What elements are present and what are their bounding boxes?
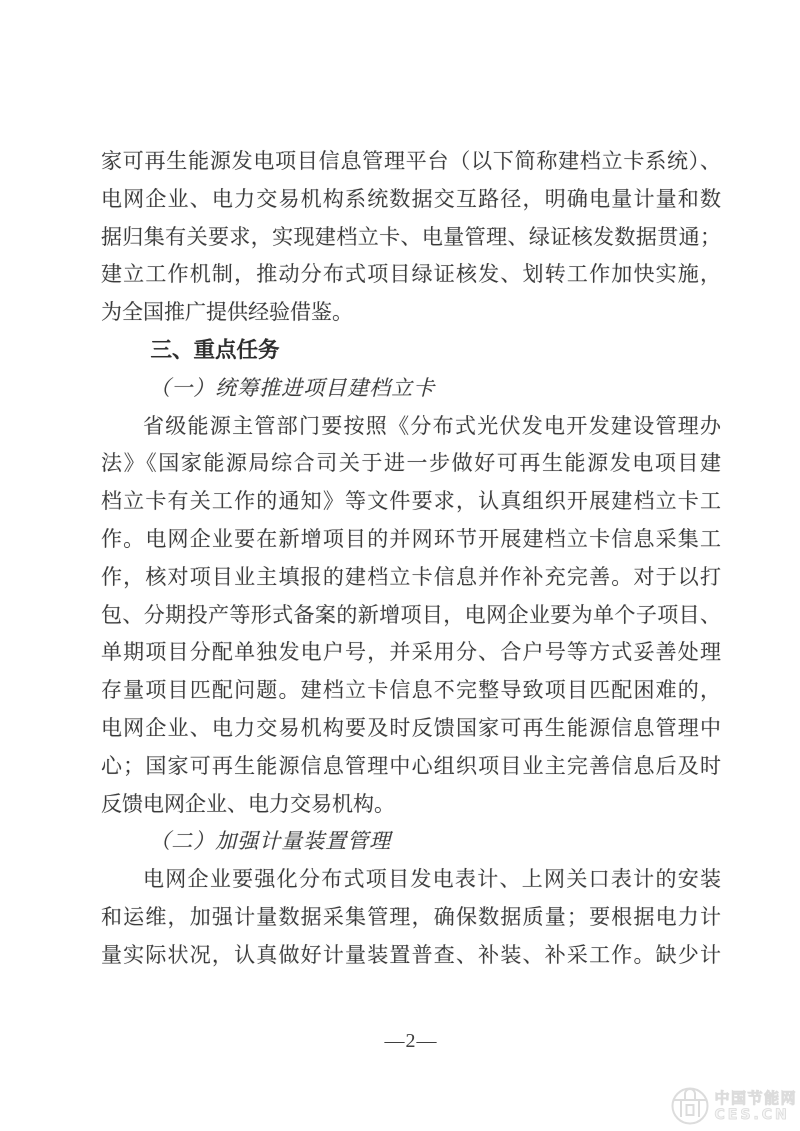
body-line: 为全国推广提供经验借鉴。 [101, 300, 353, 325]
watermark-site-domain: CES.CN [714, 1106, 790, 1123]
body-line: 包、分期投产等形式备案的新增项目，电网企业要为单个子项目、 [101, 602, 721, 627]
body-line: 据归集有关要求，实现建档立卡、电量管理、绿证核发数据贯通； [101, 224, 721, 249]
body-line: 作。电网企业要在新增项目的并网环节开展建档立卡信息采集工 [101, 526, 721, 551]
body-line: 存量项目匹配问题。建档立卡信息不完整导致项目匹配困难的， [101, 678, 721, 703]
ces-circle-logo-icon [669, 1085, 711, 1127]
body-line: 电网企业、电力交易机构系统数据交互路径，明确电量计量和数 [101, 186, 721, 211]
page-number: —2— [384, 1030, 438, 1052]
body-line: 反馈电网企业、电力交易机构。 [101, 791, 395, 816]
body-line: 作，核对项目业主填报的建档立卡信息并作补充完善。对于以打 [101, 564, 721, 589]
body-line: 档立卡有关工作的通知》等文件要求，认真组织开展建档立卡工 [101, 489, 721, 514]
body-line: 单期项目分配单独发电户号，并采用分、合户号等方式妥善处理 [101, 640, 721, 665]
body-line: 电网企业要强化分布式项目发电表计、上网关口表计的安装 [143, 867, 721, 892]
body-line: 建立工作机制，推动分布式项目绿证核发、划转工作加快实施， [101, 262, 721, 287]
body-line: 和运维，加强计量数据采集管理，确保数据质量；要根据电力计 [101, 904, 721, 929]
body-line: 心；国家可再生能源信息管理中心组织项目业主完善信息后及时 [101, 753, 721, 778]
body-line: 家可再生能源发电项目信息管理平台（以下简称建档立卡系统）、 [101, 149, 721, 173]
subsection-heading-1: （一）统筹推进项目建档立卡 [149, 375, 436, 400]
watermark-text [714, 1088, 797, 1123]
body-line: 量实际状况，认真做好计量装置普查、补装、补采工作。缺少计 [101, 942, 721, 967]
body-line: 电网企业、电力交易机构要及时反馈国家可再生能源信息管理中 [101, 715, 721, 740]
subsection-heading-2: （二）加强计量装置管理 [149, 829, 392, 854]
body-line: 省级能源主管部门要按照《分布式光伏发电开发建设管理办 [143, 413, 721, 438]
section-heading-key-tasks: 三、重点任务 [150, 337, 280, 362]
watermark-site-name: 中国节能网 [714, 1088, 797, 1107]
watermark [669, 1085, 797, 1127]
body-line: 法》《国家能源局综合司关于进一步做好可再生能源发电项目建 [101, 451, 721, 476]
document-body [101, 143, 721, 975]
